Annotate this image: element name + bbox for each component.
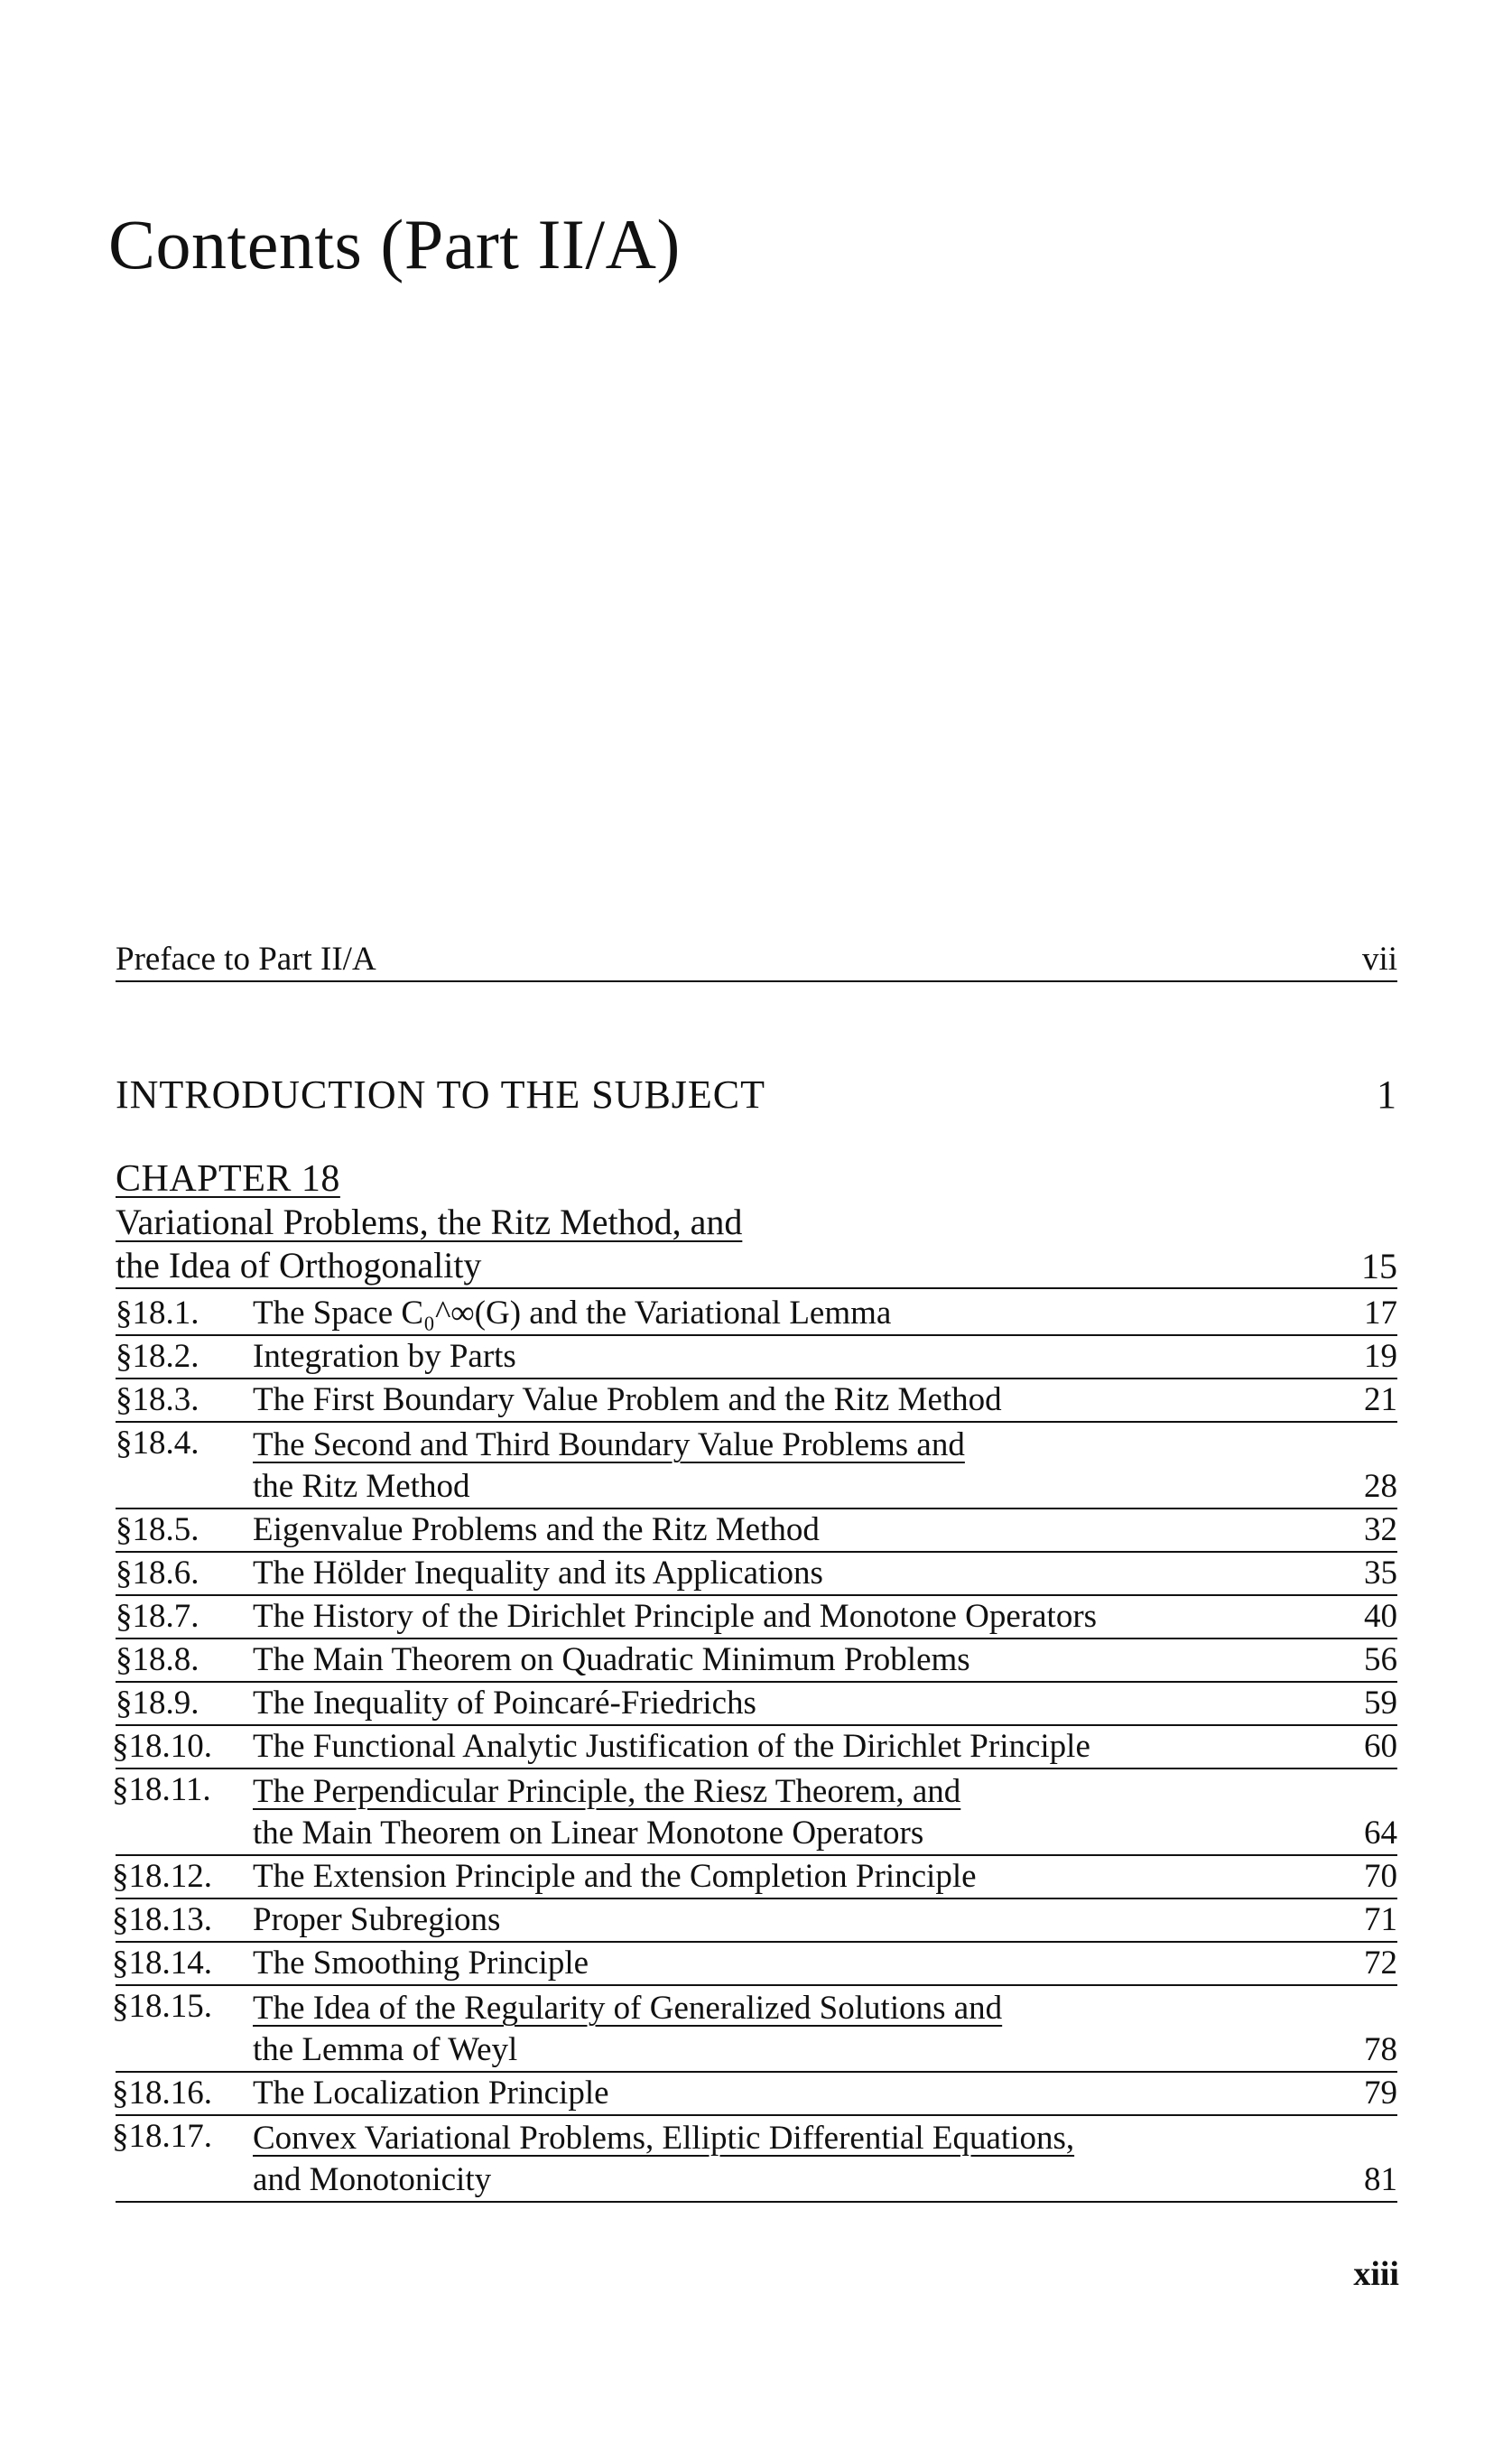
section-title xyxy=(253,1988,1002,2071)
preface-page-number: vii xyxy=(1361,941,1397,978)
section-number: §18.1. xyxy=(116,1295,199,1332)
page-title: Contents (Part II/A) xyxy=(108,205,681,284)
section-number: §18.12. xyxy=(112,1858,212,1895)
page-folio: xiii xyxy=(1353,2255,1399,2293)
section-title: Integration by Parts xyxy=(253,1338,516,1375)
chapter-title-line-1: Variational Problems, the Ritz Method, and xyxy=(116,1202,743,1242)
toc-entry-section[interactable] xyxy=(116,1334,1397,1379)
section-title xyxy=(253,1771,960,1854)
toc-entry-section[interactable] xyxy=(112,1941,1397,1986)
toc-entry-section[interactable] xyxy=(112,2071,1397,2116)
section-page-number: 81 xyxy=(1364,2161,1397,2198)
toc-entry-section[interactable] xyxy=(112,1768,1397,1856)
section-title-line-2: the Ritz Method xyxy=(253,1468,470,1505)
section-page-number: 70 xyxy=(1364,1858,1397,1895)
toc-entry-section[interactable] xyxy=(112,1984,1397,2073)
section-page-number: 60 xyxy=(1364,1728,1397,1765)
section-title: The First Boundary Value Problem and the Ritz Method xyxy=(253,1381,1002,1418)
section-page-number: 35 xyxy=(1364,1555,1397,1592)
section-title: The Space C₀^∞(G) and the Variational Lemma xyxy=(253,1295,892,1332)
section-page-number: 59 xyxy=(1364,1685,1397,1722)
chapter-title xyxy=(116,1201,742,1287)
section-number: §18.16. xyxy=(112,2075,212,2112)
toc-entry-section[interactable] xyxy=(116,1638,1397,1683)
section-page-number: 71 xyxy=(1364,1901,1397,1938)
section-title: The Hölder Inequality and its Applications xyxy=(253,1555,823,1592)
section-title: The Smoothing Principle xyxy=(253,1945,589,1982)
toc-entry-section[interactable] xyxy=(116,1594,1397,1639)
section-number: §18.10. xyxy=(112,1728,212,1765)
section-title: The Inequality of Poincaré-Friedrichs xyxy=(253,1685,756,1722)
chapter-label: CHAPTER 18 xyxy=(116,1158,340,1200)
section-page-number: 64 xyxy=(1364,1815,1397,1852)
toc-entry-section[interactable] xyxy=(116,1421,1397,1509)
section-number: §18.11. xyxy=(112,1771,211,1808)
toc-entry-section[interactable] xyxy=(112,1854,1397,1899)
section-page-number: 79 xyxy=(1364,2075,1397,2112)
section-title: Proper Subregions xyxy=(253,1901,501,1938)
section-title: Eigenvalue Problems and the Ritz Method xyxy=(253,1511,820,1548)
section-title: The History of the Dirichlet Principle and Monotone Operators xyxy=(253,1598,1098,1635)
section-title-line-2: the Lemma of Weyl xyxy=(253,2031,518,2068)
toc-entry-section[interactable] xyxy=(112,2114,1397,2203)
section-number: §18.8. xyxy=(116,1641,199,1678)
toc-entry-section[interactable] xyxy=(116,1291,1397,1336)
section-number: §18.14. xyxy=(112,1945,212,1982)
section-number: §18.7. xyxy=(116,1598,199,1635)
section-title xyxy=(253,2118,1074,2201)
chapter-title-line-2: the Idea of Orthogonality xyxy=(116,1245,482,1286)
toc-entry-section[interactable] xyxy=(116,1378,1397,1423)
section-title xyxy=(253,1425,965,1508)
section-page-number: 32 xyxy=(1364,1511,1397,1548)
section-number: §18.13. xyxy=(112,1901,212,1938)
introduction-title: INTRODUCTION TO THE SUBJECT xyxy=(116,1072,766,1117)
section-title-line-1: Convex Variational Problems, Elliptic Differential Equations, xyxy=(253,2120,1075,2157)
toc-entry-introduction[interactable] xyxy=(116,1065,1397,1116)
toc-entry-chapter-18[interactable] xyxy=(116,1201,1397,1289)
section-number: §18.2. xyxy=(116,1338,199,1375)
section-page-number: 72 xyxy=(1364,1945,1397,1982)
section-page-number: 56 xyxy=(1364,1641,1397,1678)
section-number: §18.3. xyxy=(116,1381,199,1418)
section-number: §18.17. xyxy=(112,2118,212,2155)
section-number: §18.4. xyxy=(116,1425,199,1462)
section-title: The Main Theorem on Quadratic Minimum Problems xyxy=(253,1641,970,1678)
section-page-number: 21 xyxy=(1364,1381,1397,1418)
section-title-line-1: The Idea of the Regularity of Generalized Solutions and xyxy=(253,1990,1003,2027)
toc-entry-preface[interactable] xyxy=(116,937,1397,982)
section-page-number: 28 xyxy=(1364,1468,1397,1505)
toc-entry-section[interactable] xyxy=(112,1898,1397,1943)
section-title-line-1: The Perpendicular Principle, the Riesz Theorem, and xyxy=(253,1773,961,1810)
section-title-line-1: The Second and Third Boundary Value Problems and xyxy=(253,1426,965,1463)
section-number: §18.6. xyxy=(116,1555,199,1592)
section-title-line-2: and Monotonicity xyxy=(253,2161,492,2198)
preface-title: Preface to Part II/A xyxy=(116,941,376,978)
section-page-number: 40 xyxy=(1364,1598,1397,1635)
section-page-number: 19 xyxy=(1364,1338,1397,1375)
toc-entry-section[interactable] xyxy=(116,1508,1397,1553)
section-title: The Extension Principle and the Completion Principle xyxy=(253,1858,977,1895)
section-title: The Functional Analytic Justification of the Dirichlet Principle xyxy=(253,1728,1090,1765)
section-number: §18.5. xyxy=(116,1511,199,1548)
section-number: §18.15. xyxy=(112,1988,212,2025)
section-number: §18.9. xyxy=(116,1685,199,1722)
section-page-number: 17 xyxy=(1364,1295,1397,1332)
section-title-line-2: the Main Theorem on Linear Monotone Operators xyxy=(253,1815,924,1852)
chapter-page-number: 15 xyxy=(1361,1246,1397,1286)
toc-entry-section[interactable] xyxy=(116,1551,1397,1596)
section-page-number: 78 xyxy=(1364,2031,1397,2068)
introduction-page-number: 1 xyxy=(1377,1072,1397,1117)
toc-entry-section[interactable] xyxy=(116,1681,1397,1726)
section-title: The Localization Principle xyxy=(253,2075,609,2112)
toc-entry-section[interactable] xyxy=(112,1724,1397,1769)
